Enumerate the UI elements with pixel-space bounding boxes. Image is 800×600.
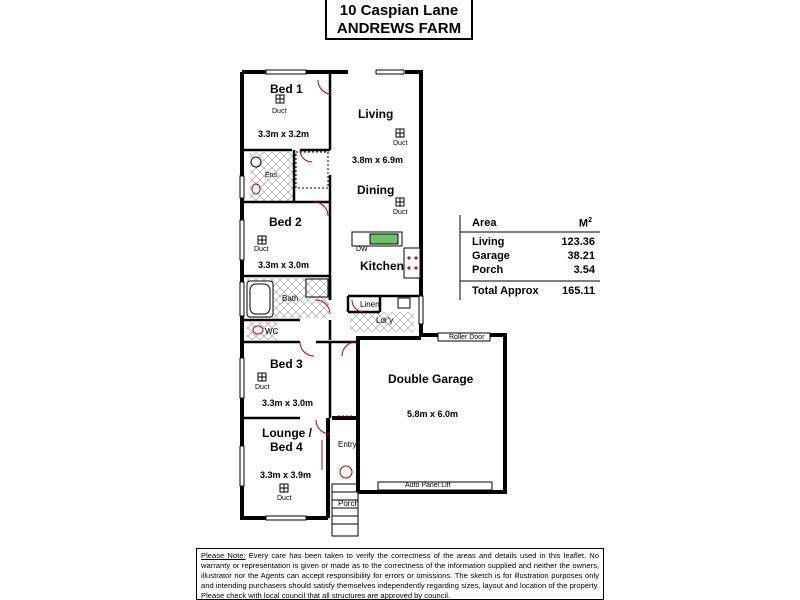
- entry-label: Entry: [338, 440, 357, 449]
- garage-label: Double Garage: [388, 372, 474, 386]
- panel-lift-label: Auto Panel Lift: [405, 482, 451, 489]
- area-header-unit: $M^2$: [578, 217, 592, 230]
- wc-label: WC: [265, 327, 279, 336]
- bed1-duct-label: Duct: [272, 108, 287, 115]
- ensuite-shower: [296, 152, 328, 188]
- living-label: Living: [358, 107, 394, 121]
- linen-label: Linen: [360, 300, 380, 309]
- bed2-label: Bed 2: [269, 215, 302, 229]
- area-row-porch: Porch 3.54: [472, 264, 595, 276]
- lounge-dims: 3.3m x 3.9m: [260, 470, 312, 480]
- bath-label: Bath: [282, 294, 299, 303]
- area-row-garage: Garage 38.21: [472, 250, 595, 262]
- bed3-dims: 3.3m x 3.0m: [262, 398, 314, 408]
- bed3-duct-label: Duct: [255, 384, 270, 391]
- porch-label: Porch: [338, 499, 359, 508]
- bed3-label: Bed 3: [270, 357, 303, 371]
- bathtub: [247, 281, 273, 317]
- area-header-label: Area: [472, 217, 497, 229]
- bed2-dims: 3.3m x 3.0m: [258, 260, 310, 270]
- roller-door-label: Roller Door: [449, 334, 485, 341]
- entry-door-swing: [340, 466, 352, 478]
- dishwasher-label: DW: [356, 246, 368, 253]
- living-dims: 3.8m x 6.9m: [352, 155, 404, 165]
- lounge-label-line2: Bed 4: [270, 440, 303, 454]
- dining-label: Dining: [357, 183, 395, 197]
- bed2-duct-label: Duct: [254, 246, 269, 253]
- title-address: 10 Caspian Lane: [339, 2, 459, 19]
- area-header: [460, 217, 600, 231]
- note-text: Every care has been taken to verify the correctness of the areas and details used in this leaflet. No warranty or representation is given or made as to the correctness of the information supplied and neither the owners, illustrator nor the Agents can accept responsibility for errors or omissions. The sketch is for illustration purposes only and intending purchasers should satisfy themselves independently regarding sizes, layout and location of the property. Please check with local council that all structures are approved by council.: [201, 551, 600, 600]
- porch-steps: [332, 484, 358, 536]
- garage-dims: 5.8m x 6.0m: [407, 409, 459, 419]
- bed1-dims: 3.3m x 3.2m: [258, 129, 310, 139]
- ensuite-label: Ens.: [265, 172, 280, 179]
- title-suburb: ANDREWS FARM: [336, 20, 462, 37]
- area-row-living: Living 123.36: [472, 236, 595, 248]
- note-heading: Please Note:: [201, 551, 246, 560]
- area-row-total: Total Approx 165.11: [472, 285, 595, 297]
- laundry-label: Ldr'y: [376, 316, 394, 325]
- disclaimer-note: [196, 548, 604, 600]
- lounge-duct-label: Duct: [277, 495, 292, 502]
- lounge-label-line1: Lounge /: [262, 426, 312, 440]
- bed1-label: Bed 1: [270, 82, 303, 96]
- dining-duct-label: Duct: [393, 209, 408, 216]
- living-duct-label: Duct: [393, 140, 408, 147]
- kitchen-label: Kitchen: [360, 259, 405, 273]
